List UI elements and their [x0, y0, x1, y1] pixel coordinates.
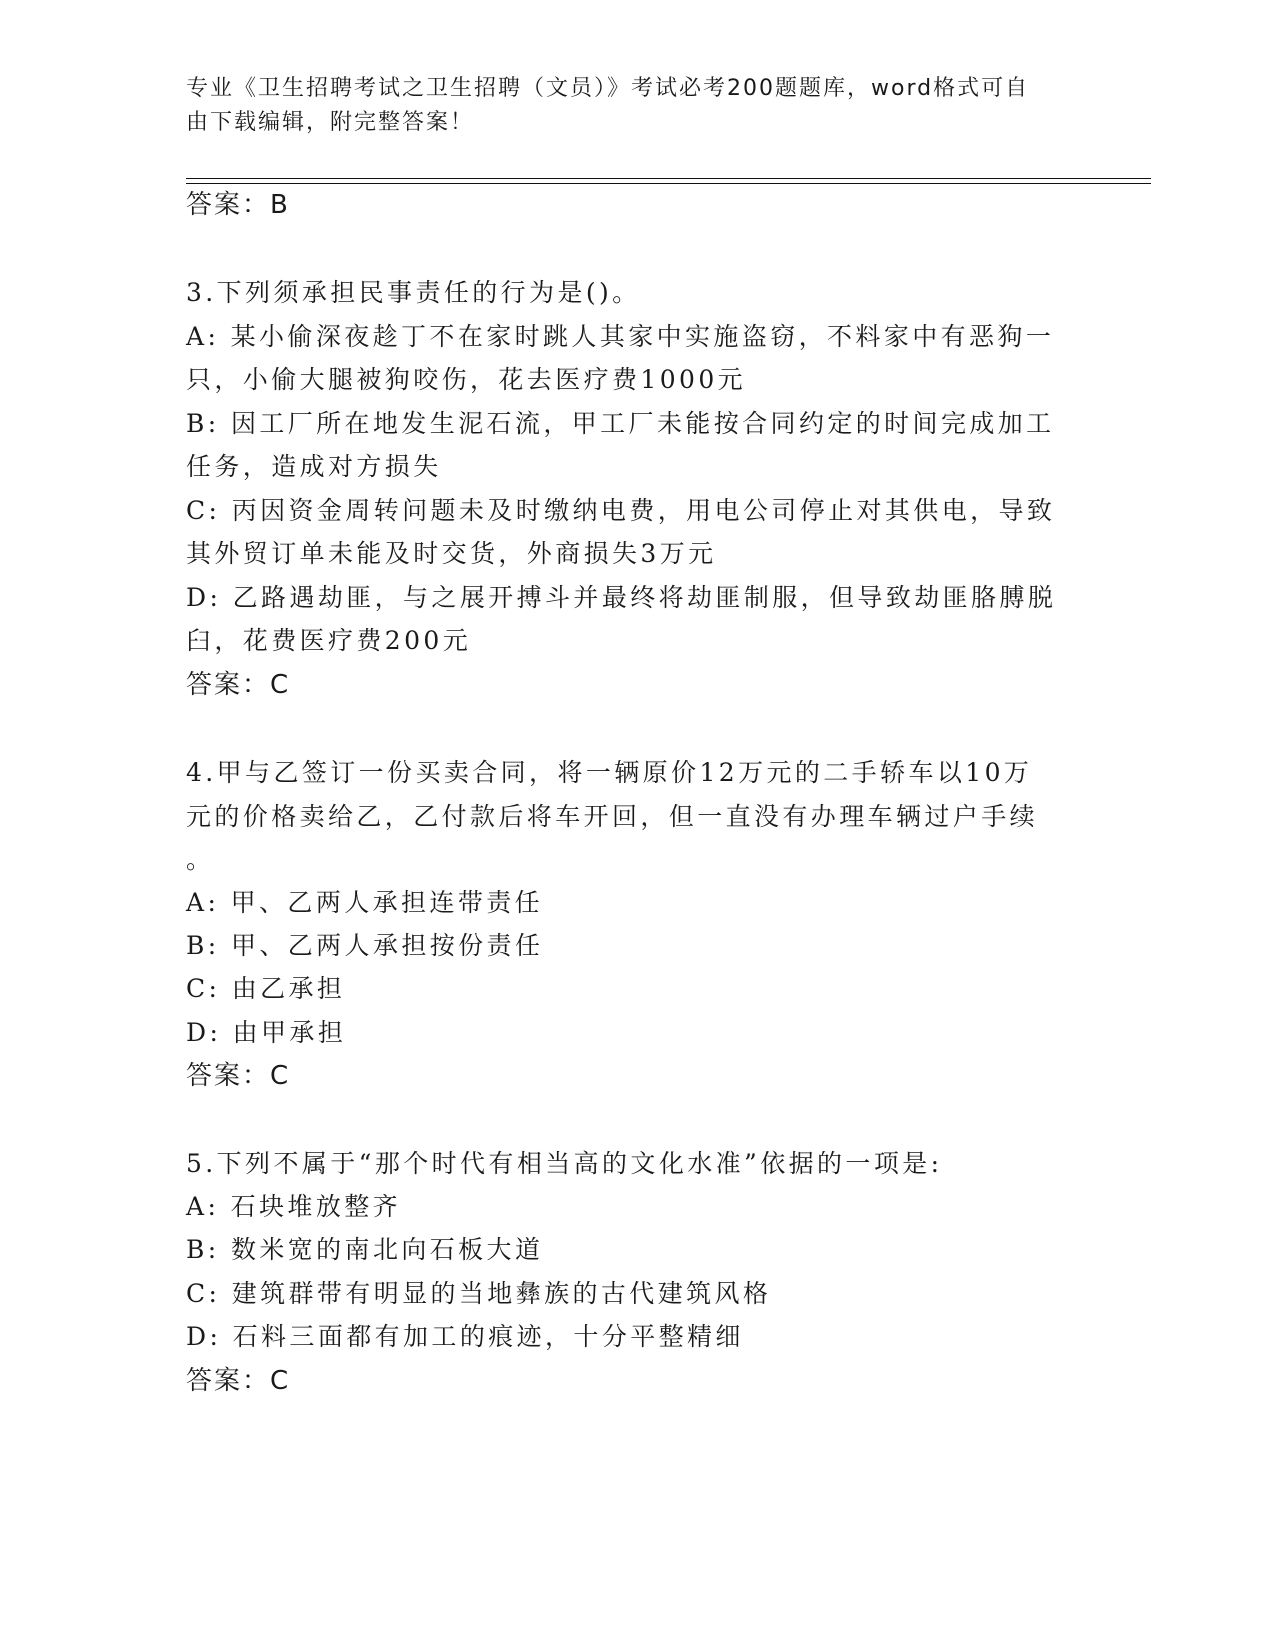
- header-divider-bottom: [186, 183, 1151, 184]
- question-3-option-a-line-1: A: 某小偷深夜趁丁不在家时跳人其家中实施盗窃，不料家中有恶狗一: [186, 322, 1055, 351]
- question-4-option-a: A: 甲、乙两人承担连带责任: [186, 888, 544, 917]
- question-3-answer: 答案：C: [186, 670, 291, 700]
- question-5-option-c: C: 建筑群带有明显的当地彝族的古代建筑风格: [186, 1279, 772, 1308]
- question-3-option-a-line-2: 只，小偷大腿被狗咬伤，花去医疗费1000元: [186, 365, 747, 394]
- question-5-option-d: D: 石料三面都有加工的痕迹，十分平整精细: [186, 1322, 744, 1351]
- question-3-option-d-line-2: 臼，花费医疗费200元: [186, 626, 472, 655]
- question-5-stem: 5.下列不属于“那个时代有相当高的文化水准”依据的一项是:: [186, 1149, 943, 1178]
- question-4-stem-line-1: 4.甲与乙签订一份买卖合同，将一辆原价12万元的二手轿车以10万: [186, 758, 1033, 787]
- question-3-stem: 3.下列须承担民事责任的行为是()。: [186, 278, 641, 307]
- question-4-stem-line-3: 。: [186, 845, 215, 874]
- question-4-option-c: C: 由乙承担: [186, 974, 346, 1003]
- question-5-option-b: B: 数米宽的南北向石板大道: [186, 1235, 544, 1264]
- question-5-option-a: A: 石块堆放整齐: [186, 1192, 402, 1221]
- header-line-2: 由下载编辑，附完整答案！: [186, 110, 475, 135]
- question-3-option-c-line-1: C: 丙因资金周转问题未及时缴纳电费，用电公司停止对其供电，导致: [186, 496, 1056, 525]
- question-3-option-c-line-2: 其外贸订单未能及时交货，外商损失3万元: [186, 539, 717, 568]
- question-4-stem-line-2: 元的价格卖给乙，乙付款后将车开回，但一直没有办理车辆过户手续: [186, 802, 1039, 831]
- answer-previous: 答案：B: [186, 190, 290, 220]
- question-4-option-b: B: 甲、乙两人承担按份责任: [186, 931, 544, 960]
- question-5-answer: 答案：C: [186, 1366, 291, 1396]
- document-header: [186, 72, 1076, 140]
- question-3-option-b-line-1: B: 因工厂所在地发生泥石流，甲工厂未能按合同约定的时间完成加工: [186, 409, 1055, 438]
- question-3-option-b-line-2: 任务，造成对方损失: [186, 452, 442, 481]
- question-3-option-d-line-1: D: 乙路遇劫匪，与之展开搏斗并最终将劫匪制服，但导致劫匪胳膊脱: [186, 583, 1057, 612]
- question-4-option-d: D: 由甲承担: [186, 1018, 347, 1047]
- header-divider-top: [186, 178, 1151, 179]
- header-line-1: 专业《卫生招聘考试之卫生招聘（文员）》考试必考200题题库，word格式可自: [186, 76, 1030, 101]
- question-4-answer: 答案：C: [186, 1061, 291, 1091]
